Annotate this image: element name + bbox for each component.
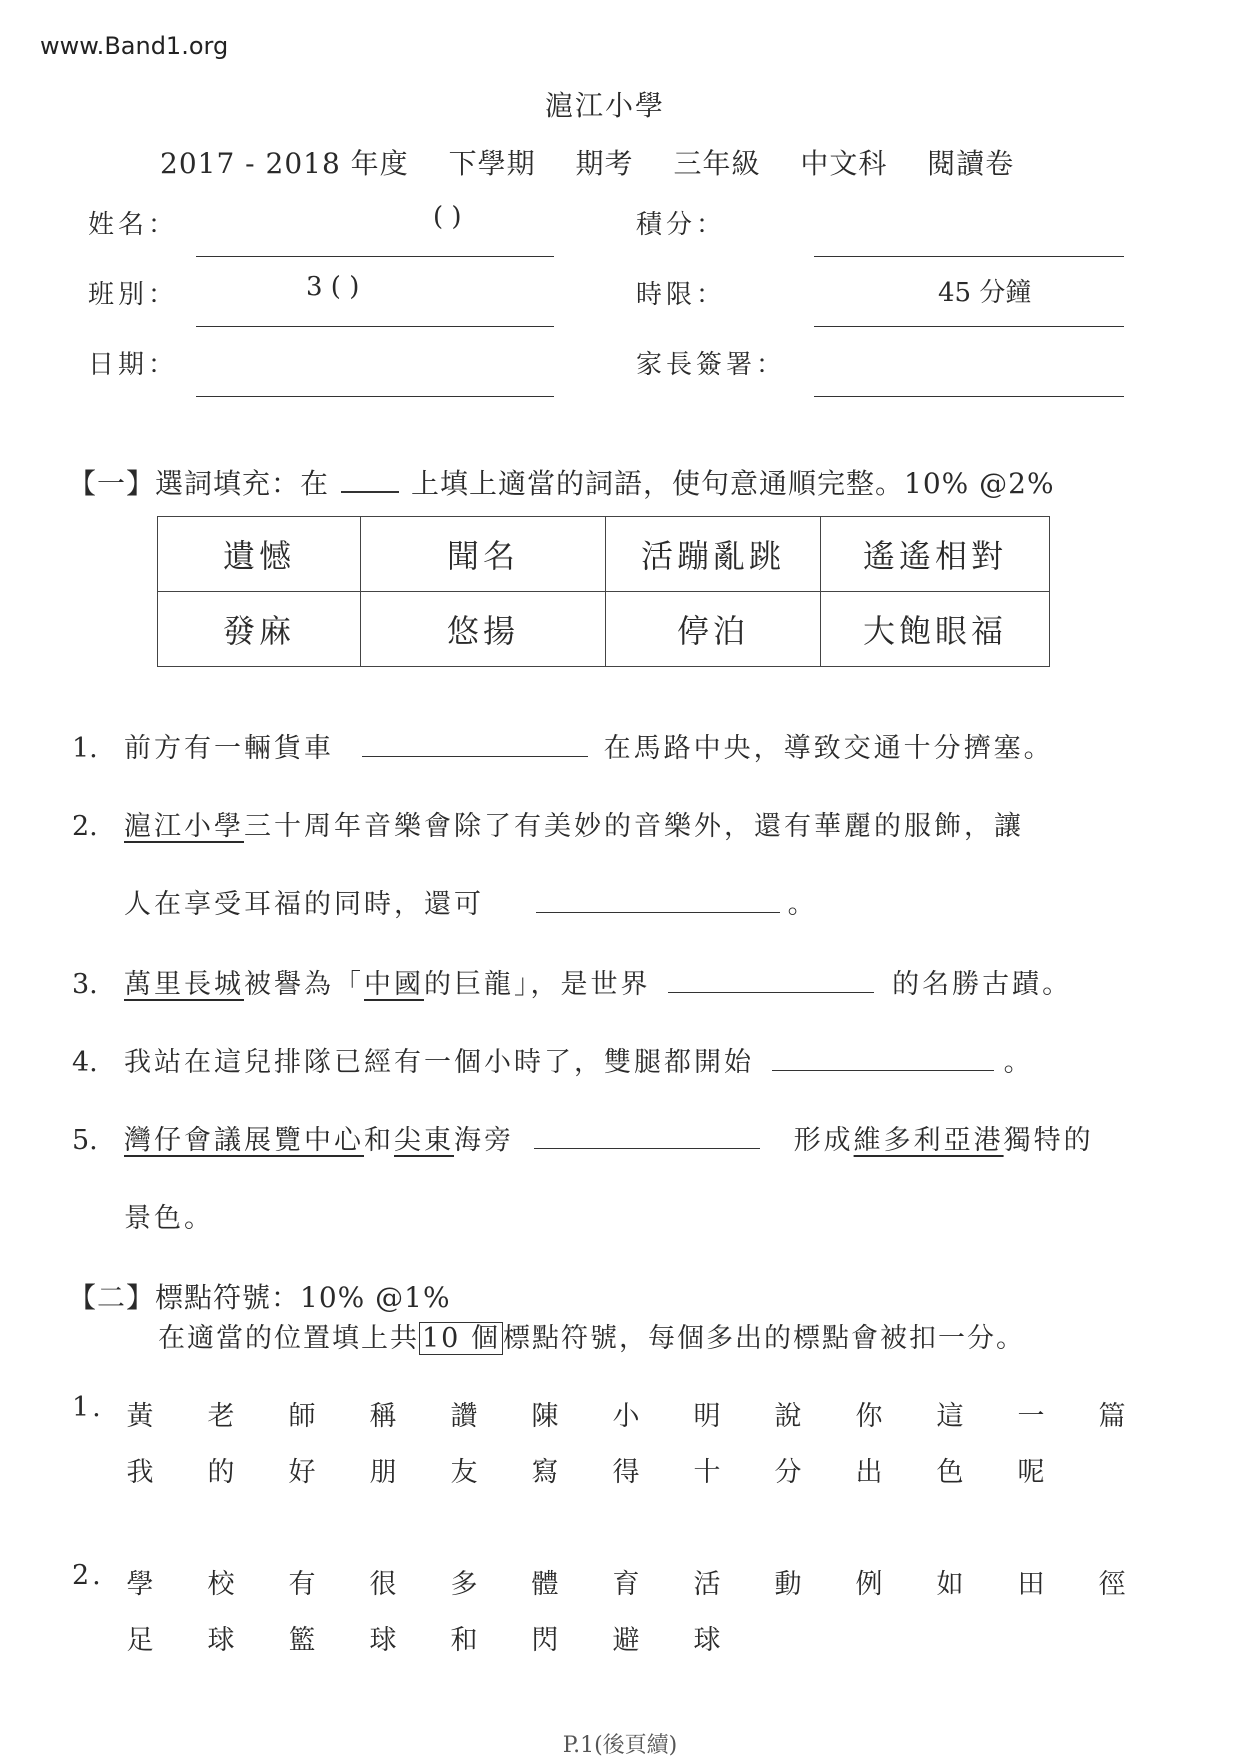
question-text: 前方有一輛貨車	[124, 733, 334, 764]
question-text: 被譽為「	[244, 969, 364, 1000]
punct-char: 明	[693, 1401, 721, 1432]
punct-q2-number: 2.	[72, 1560, 104, 1591]
question-2	[72, 804, 1024, 843]
question-3	[72, 962, 1072, 1001]
question-text: 景色。	[124, 1203, 214, 1234]
punct-char: 師	[288, 1401, 316, 1432]
punct-char: 閃	[531, 1625, 559, 1656]
exam-year: 2017 - 2018 年度	[160, 147, 409, 180]
punct-char: 寫	[531, 1457, 559, 1488]
question-text: 我站在這兒排隊已經有一個小時了，雙腿都開始	[124, 1047, 754, 1078]
section2-title: 【二】標點符號：10% @1%	[68, 1281, 451, 1314]
section1-title-prefix: 【一】選詞填充：在	[68, 467, 330, 500]
answer-blank-5[interactable]	[534, 1124, 760, 1149]
punct-char: 你	[855, 1401, 883, 1432]
score-label: 積分：	[636, 210, 727, 240]
question-number: 3.	[72, 969, 98, 1000]
punct-char: 活	[693, 1569, 721, 1600]
name-field[interactable]	[196, 256, 554, 257]
punct-char: 球	[369, 1625, 397, 1656]
question-text: 在馬路中央，導致交通十分擠塞。	[603, 733, 1054, 764]
question-4	[72, 1040, 1034, 1079]
punct-char: 籃	[288, 1625, 316, 1656]
proper-noun: 尖東	[394, 1125, 454, 1156]
question-1	[72, 726, 1054, 765]
word-bank-cell: 大飽眼福	[821, 592, 1050, 667]
name-paren: ( )	[433, 202, 462, 232]
question-number: 4.	[72, 1047, 98, 1078]
question-number: 2.	[72, 811, 98, 842]
punct-char: 徑	[1098, 1569, 1126, 1600]
word-bank-cell: 聞名	[361, 517, 606, 592]
punct-char: 色	[936, 1457, 964, 1488]
time-label: 時限：	[636, 280, 727, 310]
punct-char: 小	[612, 1401, 640, 1432]
punct-char: 好	[288, 1457, 316, 1488]
word-bank-cell: 發麻	[158, 592, 361, 667]
punct-char: 例	[855, 1569, 883, 1600]
instruction-text: 在適當的位置填上共	[158, 1323, 419, 1354]
punct-char: 和	[450, 1625, 478, 1656]
punct-char: 避	[612, 1625, 640, 1656]
signature-field[interactable]	[814, 396, 1124, 397]
punct-char: 十	[693, 1457, 721, 1488]
date-label: 日期：	[88, 350, 179, 380]
punct-char: 說	[774, 1401, 802, 1432]
question-text: 。	[787, 889, 818, 920]
word-bank-row	[158, 517, 1050, 592]
time-value: 45 分鐘	[938, 278, 1032, 308]
date-field[interactable]	[196, 396, 554, 397]
punct-char: 出	[855, 1457, 883, 1488]
question-text: 和	[364, 1125, 394, 1156]
exam-subject: 中文科	[800, 147, 888, 180]
word-bank-table	[157, 516, 1050, 667]
question-5	[72, 1118, 1094, 1157]
punct-char: 分	[774, 1457, 802, 1488]
signature-label: 家長簽署：	[636, 350, 787, 380]
score-field[interactable]	[814, 256, 1124, 257]
punct-char: 我	[126, 1457, 154, 1488]
answer-blank-2[interactable]	[536, 888, 780, 913]
punct-char: 球	[693, 1625, 721, 1656]
exam-term: 下學期	[448, 147, 536, 180]
punct-char: 讚	[450, 1401, 478, 1432]
punct-char: 學	[126, 1569, 154, 1600]
word-bank-cell: 悠揚	[361, 592, 606, 667]
punct-char: 育	[612, 1569, 640, 1600]
question-text: 海旁	[454, 1125, 514, 1156]
punct-char: 田	[1017, 1569, 1045, 1600]
proper-noun: 維多利亞港	[853, 1125, 1004, 1156]
word-bank-cell: 停泊	[606, 592, 821, 667]
section1-title	[68, 462, 1055, 502]
exam-type: 期考	[575, 147, 634, 180]
name-label: 姓名：	[88, 210, 179, 240]
punct-char: 一	[1017, 1401, 1045, 1432]
punct-char: 足	[126, 1625, 154, 1656]
punctuation-count-box: 10 個	[419, 1322, 503, 1355]
word-bank-cell: 遺憾	[158, 517, 361, 592]
punct-char: 球	[207, 1625, 235, 1656]
question-text: 人在享受耳福的同時，還可	[124, 889, 484, 920]
instruction-text: 標點符號，每個多出的標點會被扣一分。	[502, 1323, 1025, 1354]
proper-noun: 灣仔會議展覽中心	[124, 1125, 364, 1156]
punct-char: 多	[450, 1569, 478, 1600]
question-text: 。	[1003, 1047, 1034, 1078]
punct-char: 很	[369, 1569, 397, 1600]
time-field	[814, 326, 1124, 327]
word-bank-cell: 遙遙相對	[821, 517, 1050, 592]
punct-char: 朋	[369, 1457, 397, 1488]
exam-info	[160, 142, 1044, 182]
answer-blank-3[interactable]	[668, 968, 874, 993]
exam-paper: 閱讀卷	[927, 147, 1015, 180]
punct-char: 有	[288, 1569, 316, 1600]
punct-char: 老	[207, 1401, 235, 1432]
question-text: 三十周年音樂會除了有美妙的音樂外，還有華麗的服飾，讓	[244, 811, 1024, 842]
punct-char: 的	[207, 1457, 235, 1488]
question-text: 形成	[793, 1125, 854, 1156]
punct-char: 體	[531, 1569, 559, 1600]
answer-blank-1[interactable]	[362, 732, 588, 757]
section2-instructions	[158, 1316, 1025, 1355]
punct-char: 這	[936, 1401, 964, 1432]
punct-char: 黃	[126, 1401, 154, 1432]
proper-noun: 中國	[364, 969, 424, 1000]
page-footer: P.1(後頁續)	[562, 1733, 678, 1758]
proper-noun: 萬里長城	[124, 969, 244, 1000]
word-bank-cell: 活蹦亂跳	[606, 517, 821, 592]
punct-char: 動	[774, 1569, 802, 1600]
exam-grade: 三年級	[673, 147, 761, 180]
punct-char: 呢	[1017, 1457, 1045, 1488]
question-number: 1.	[72, 733, 98, 764]
question-number: 5.	[72, 1125, 98, 1156]
punct-char: 稱	[369, 1401, 397, 1432]
proper-noun: 滬江小學	[124, 811, 244, 842]
punct-char: 篇	[1098, 1401, 1126, 1432]
question-text: 的巨龍」，是世界	[424, 969, 651, 1000]
watermark: www.Band1.org	[40, 32, 229, 60]
question-text: 的名勝古蹟。	[892, 969, 1073, 1000]
class-label: 班別：	[88, 280, 179, 310]
punct-char: 得	[612, 1457, 640, 1488]
punct-q1-number: 1.	[72, 1392, 104, 1423]
question-text: 獨特的	[1003, 1125, 1094, 1156]
class-value: 3 ( )	[306, 272, 360, 302]
punct-char: 如	[936, 1569, 964, 1600]
punct-char: 陳	[531, 1401, 559, 1432]
section1-title-suffix: 上填上適當的詞語，使句意通順完整。10% @2%	[411, 467, 1055, 500]
class-field[interactable]	[196, 326, 554, 327]
school-name: 滬江小學	[544, 89, 665, 122]
punct-char: 校	[207, 1569, 235, 1600]
question-2-line2	[124, 882, 818, 921]
punct-char: 友	[450, 1457, 478, 1488]
answer-blank-4[interactable]	[772, 1046, 994, 1071]
word-bank-row	[158, 592, 1050, 667]
question-5-line2	[124, 1196, 214, 1235]
example-blank	[341, 469, 399, 493]
